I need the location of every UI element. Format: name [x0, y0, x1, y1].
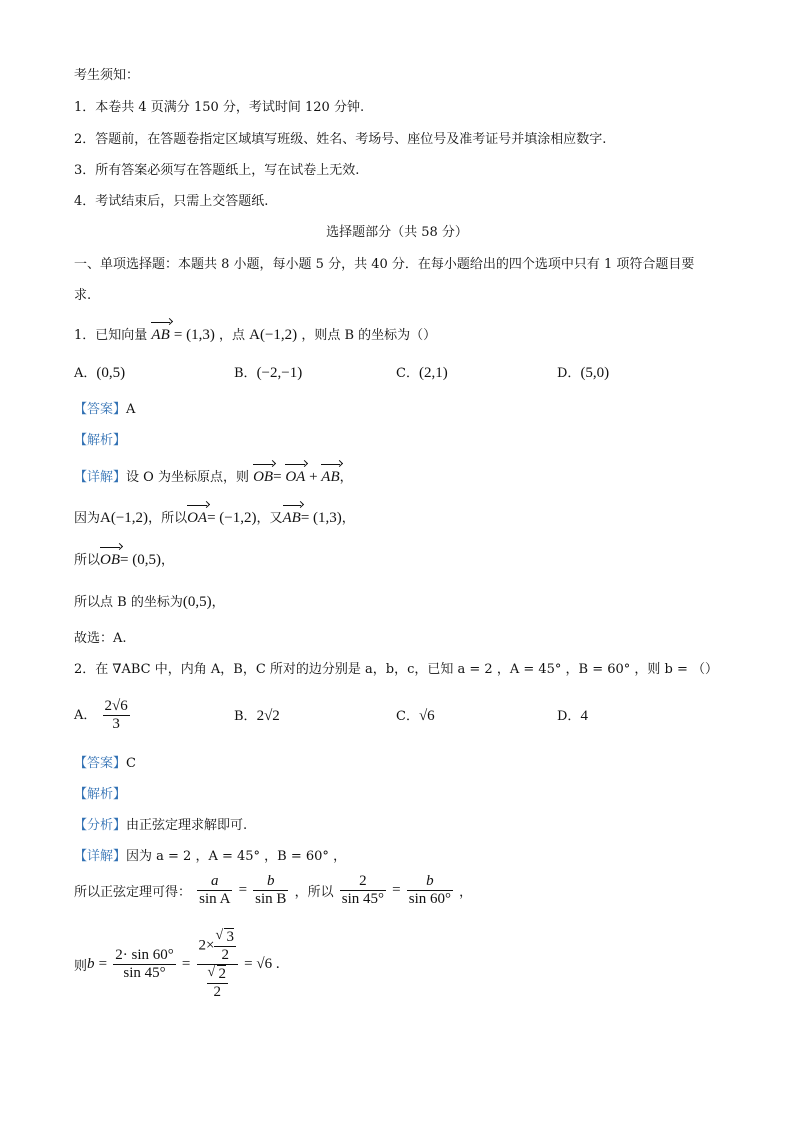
q1-detail-line-4: 所以点 B 的坐标为(0,5)， [74, 594, 225, 610]
q2-answer: 【答案】C [74, 755, 136, 771]
notice-item-4: 4．考试结束后，只需上交答题纸. [74, 194, 269, 209]
complex-fraction: 2× √ $\frac{3}{2}$ √ $\frac{2}{2}$ [197, 928, 238, 1001]
section-title: 选择题部分（共 58 分） [326, 225, 468, 240]
q1-option-c: C．(2,1) [396, 365, 448, 381]
notice-item-2: 2．答题前，在答题卷指定区域填写班级、姓名、考场号、座位号及准考证号并填涂相应数字. [74, 132, 607, 147]
q1-stem-prefix: 1．已知向量 [74, 328, 148, 343]
q2-option-b: B．2√2 [234, 708, 280, 724]
notice-item-1: 1．本卷共 4 页满分 150 分，考试时间 120 分钟. [74, 100, 365, 115]
q1-analysis-tag: 【解析】 [74, 432, 127, 447]
q1-option-a: A．(0,5) [74, 365, 126, 381]
part-heading-line-1: 一、单项选择题：本题共 8 小题，每小题 5 分，共 40 分．在每小题给出的四个选项中只有 1 项符合题目要 [74, 257, 695, 272]
notice-heading: 考生须知： [74, 68, 140, 83]
q1-detail-line-1: 【详解】设 O 为坐标原点，则 OB= OA + AB， [74, 469, 353, 485]
q1-detail-line-3: 所以OB= (0,5)， [74, 552, 174, 568]
q1-ab-value: = (1,3) [173, 327, 215, 343]
q1-stem-mid: ，点 [218, 328, 245, 343]
notice-item-3: 3．所有答案必须写在答题纸上，写在试卷上无效. [74, 163, 360, 178]
q2-option-d: D．4 [557, 708, 588, 724]
q2-option-c: C．√6 [396, 708, 435, 724]
q2-detail-line-1: 【详解】因为 a = 2 ，A = 45° ，B = 60° ， [74, 848, 347, 864]
q1-option-b: B．(−2,−1) [234, 365, 303, 381]
q1-answer: 【答案】A [74, 401, 136, 417]
q2-detail-line-2: 所以正弦定理可得： $\frac{a}{\text{sin A}}$ = $\frac{b}{\text{sin B}}$ ，所以 $\frac{2}{\sin 45^\circ}$ = $\frac{b}{\sin 60^\circ}$ ， [74, 873, 473, 907]
q1-choose: 故选：A. [74, 631, 127, 646]
q1-detail-line-2: 因为A(−1,2)，所以OA= (−1,2)，又AB= (1,3)， [74, 510, 355, 526]
q1-option-d: D．(5,0) [557, 365, 610, 381]
q2-detail-line-3: 则b = $\frac{2\cdot \sin 60^\circ}{\sin 45^\circ}$ = 2× √ $\frac{3}{2}$ √ $\frac{2}{2}$ = √6 . [74, 928, 280, 1001]
q1-stem-suffix: ，则点 B 的坐标为（） [301, 328, 437, 343]
q2-analysis-tag: 【解析】 [74, 786, 127, 801]
q2-fenxi: 【分析】由正弦定理求解即可. [74, 817, 248, 833]
q1-point-a: A(−1,2) [249, 327, 298, 343]
q2-stem: 2．在 ∇ABC 中，内角 A，B，C 所对的边分别是 a，b，c，已知 a = 2 ，A = 45° ，B = 60° ，则 b = （） [74, 662, 719, 677]
q1-stem [74, 325, 436, 346]
vector-ab: AB [151, 327, 170, 343]
q2-option-a: A． $\frac{2√6}{3}$ [74, 698, 128, 732]
part-heading-line-2: 求. [74, 288, 92, 303]
